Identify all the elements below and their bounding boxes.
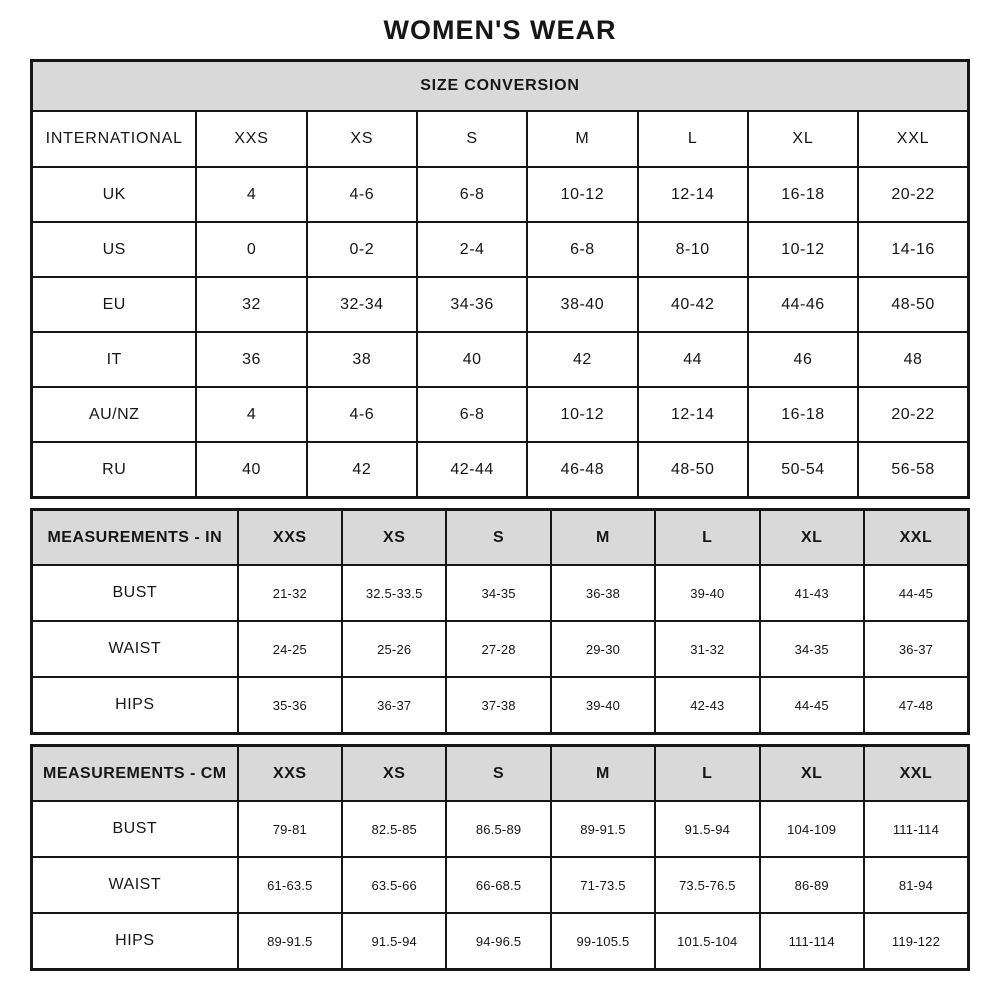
- table-row: [32, 387, 969, 442]
- table-row: [32, 222, 969, 277]
- size-column-header: XXL: [864, 510, 969, 566]
- size-value: 20-22: [858, 167, 968, 222]
- size-value: 50-54: [748, 442, 858, 498]
- measurement-value: 82.5-85: [342, 801, 446, 857]
- region-label: EU: [32, 277, 197, 332]
- size-conversion-header: SIZE CONVERSION: [32, 61, 969, 112]
- size-value: 20-22: [858, 387, 968, 442]
- size-columns-row: [32, 111, 969, 167]
- table-row: [32, 332, 969, 387]
- size-value: 6-8: [417, 387, 527, 442]
- table-row: [32, 801, 969, 857]
- measure-label: HIPS: [32, 677, 238, 734]
- size-column-header: XS: [342, 746, 446, 802]
- table-row: [32, 167, 969, 222]
- size-column-header: L: [638, 111, 748, 167]
- size-value: 32: [196, 277, 306, 332]
- size-value: 48: [858, 332, 968, 387]
- size-value: 48-50: [638, 442, 748, 498]
- table-row: [32, 857, 969, 913]
- measurements-header-row: [32, 510, 969, 566]
- measurement-value: 89-91.5: [238, 913, 342, 970]
- measure-label: WAIST: [32, 621, 238, 677]
- measurement-value: 91.5-94: [655, 801, 759, 857]
- size-value: 42: [527, 332, 637, 387]
- measurement-value: 61-63.5: [238, 857, 342, 913]
- measurements-header-row: [32, 746, 969, 802]
- size-value: 48-50: [858, 277, 968, 332]
- measurement-value: 111-114: [760, 913, 864, 970]
- size-value: 10-12: [748, 222, 858, 277]
- measurement-value: 31-32: [655, 621, 759, 677]
- measurement-value: 41-43: [760, 565, 864, 621]
- measurement-value: 63.5-66: [342, 857, 446, 913]
- size-column-header: XXS: [238, 510, 342, 566]
- size-column-header: XL: [760, 510, 864, 566]
- measurement-value: 39-40: [655, 565, 759, 621]
- measurement-value: 36-37: [864, 621, 969, 677]
- measurement-value: 104-109: [760, 801, 864, 857]
- table-row: [32, 277, 969, 332]
- measurement-value: 101.5-104: [655, 913, 759, 970]
- size-column-header: XXL: [864, 746, 969, 802]
- size-value: 44: [638, 332, 748, 387]
- size-value: 10-12: [527, 387, 637, 442]
- measurements-in-table: [30, 508, 970, 735]
- measurements-header: MEASUREMENTS - CM: [32, 746, 238, 802]
- measurement-value: 37-38: [446, 677, 550, 734]
- measurement-value: 99-105.5: [551, 913, 655, 970]
- table-row: [32, 621, 969, 677]
- size-value: 34-36: [417, 277, 527, 332]
- size-value: 42: [307, 442, 417, 498]
- measure-label: WAIST: [32, 857, 238, 913]
- size-column-header: L: [655, 510, 759, 566]
- size-value: 56-58: [858, 442, 968, 498]
- size-value: 8-10: [638, 222, 748, 277]
- measurement-value: 35-36: [238, 677, 342, 734]
- size-value: 4-6: [307, 167, 417, 222]
- table-row: [32, 677, 969, 734]
- size-value: 4: [196, 387, 306, 442]
- measurements-cm-table: [30, 744, 970, 971]
- table-row: [32, 565, 969, 621]
- size-value: 16-18: [748, 387, 858, 442]
- size-value: 40-42: [638, 277, 748, 332]
- size-value: 36: [196, 332, 306, 387]
- size-column-header: XXL: [858, 111, 968, 167]
- size-value: 16-18: [748, 167, 858, 222]
- size-column-header: S: [417, 111, 527, 167]
- size-value: 12-14: [638, 167, 748, 222]
- measurement-value: 86.5-89: [446, 801, 550, 857]
- size-conversion-table: [30, 59, 970, 499]
- size-value: 2-4: [417, 222, 527, 277]
- size-value: 38-40: [527, 277, 637, 332]
- measurement-value: 21-32: [238, 565, 342, 621]
- size-value: 0-2: [307, 222, 417, 277]
- measurement-value: 94-96.5: [446, 913, 550, 970]
- size-column-header: XL: [760, 746, 864, 802]
- measurement-value: 91.5-94: [342, 913, 446, 970]
- size-conversion-banner-row: [32, 61, 969, 112]
- size-value: 14-16: [858, 222, 968, 277]
- size-column-header: XL: [748, 111, 858, 167]
- size-value: 40: [417, 332, 527, 387]
- measure-label: BUST: [32, 565, 238, 621]
- measurement-value: 36-38: [551, 565, 655, 621]
- measure-label: BUST: [32, 801, 238, 857]
- measurement-value: 44-45: [864, 565, 969, 621]
- size-value: 40: [196, 442, 306, 498]
- size-column-header: XXS: [238, 746, 342, 802]
- size-value: 6-8: [417, 167, 527, 222]
- measurement-value: 89-91.5: [551, 801, 655, 857]
- measurement-value: 86-89: [760, 857, 864, 913]
- size-value: 10-12: [527, 167, 637, 222]
- measurement-value: 27-28: [446, 621, 550, 677]
- size-value: 46: [748, 332, 858, 387]
- size-value: 32-34: [307, 277, 417, 332]
- measurement-value: 73.5-76.5: [655, 857, 759, 913]
- size-value: 0: [196, 222, 306, 277]
- international-header: INTERNATIONAL: [32, 111, 197, 167]
- measure-label: HIPS: [32, 913, 238, 970]
- measurements-header: MEASUREMENTS - IN: [32, 510, 238, 566]
- measurement-value: 32.5-33.5: [342, 565, 446, 621]
- measurement-value: 34-35: [760, 621, 864, 677]
- measurement-value: 34-35: [446, 565, 550, 621]
- measurement-value: 42-43: [655, 677, 759, 734]
- measurement-value: 39-40: [551, 677, 655, 734]
- measurement-value: 44-45: [760, 677, 864, 734]
- size-value: 38: [307, 332, 417, 387]
- table-row: [32, 913, 969, 970]
- measurement-value: 36-37: [342, 677, 446, 734]
- size-column-header: L: [655, 746, 759, 802]
- region-label: RU: [32, 442, 197, 498]
- size-value: 46-48: [527, 442, 637, 498]
- size-value: 4-6: [307, 387, 417, 442]
- size-column-header: M: [551, 510, 655, 566]
- region-label: IT: [32, 332, 197, 387]
- size-value: 6-8: [527, 222, 637, 277]
- region-label: US: [32, 222, 197, 277]
- measurement-value: 66-68.5: [446, 857, 550, 913]
- measurement-value: 71-73.5: [551, 857, 655, 913]
- page-title: WOMEN'S WEAR: [383, 15, 617, 45]
- size-value: 44-46: [748, 277, 858, 332]
- size-column-header: XXS: [196, 111, 306, 167]
- region-label: AU/NZ: [32, 387, 197, 442]
- measurement-value: 111-114: [864, 801, 969, 857]
- size-column-header: M: [551, 746, 655, 802]
- measurement-value: 25-26: [342, 621, 446, 677]
- measurement-value: 119-122: [864, 913, 969, 970]
- measurement-value: 29-30: [551, 621, 655, 677]
- measurement-value: 47-48: [864, 677, 969, 734]
- size-value: 12-14: [638, 387, 748, 442]
- size-column-header: XS: [342, 510, 446, 566]
- size-column-header: S: [446, 510, 550, 566]
- measurement-value: 24-25: [238, 621, 342, 677]
- size-value: 4: [196, 167, 306, 222]
- measurement-value: 81-94: [864, 857, 969, 913]
- region-label: UK: [32, 167, 197, 222]
- measurement-value: 79-81: [238, 801, 342, 857]
- size-column-header: M: [527, 111, 637, 167]
- size-column-header: S: [446, 746, 550, 802]
- size-value: 42-44: [417, 442, 527, 498]
- size-column-header: XS: [307, 111, 417, 167]
- table-row: [32, 442, 969, 498]
